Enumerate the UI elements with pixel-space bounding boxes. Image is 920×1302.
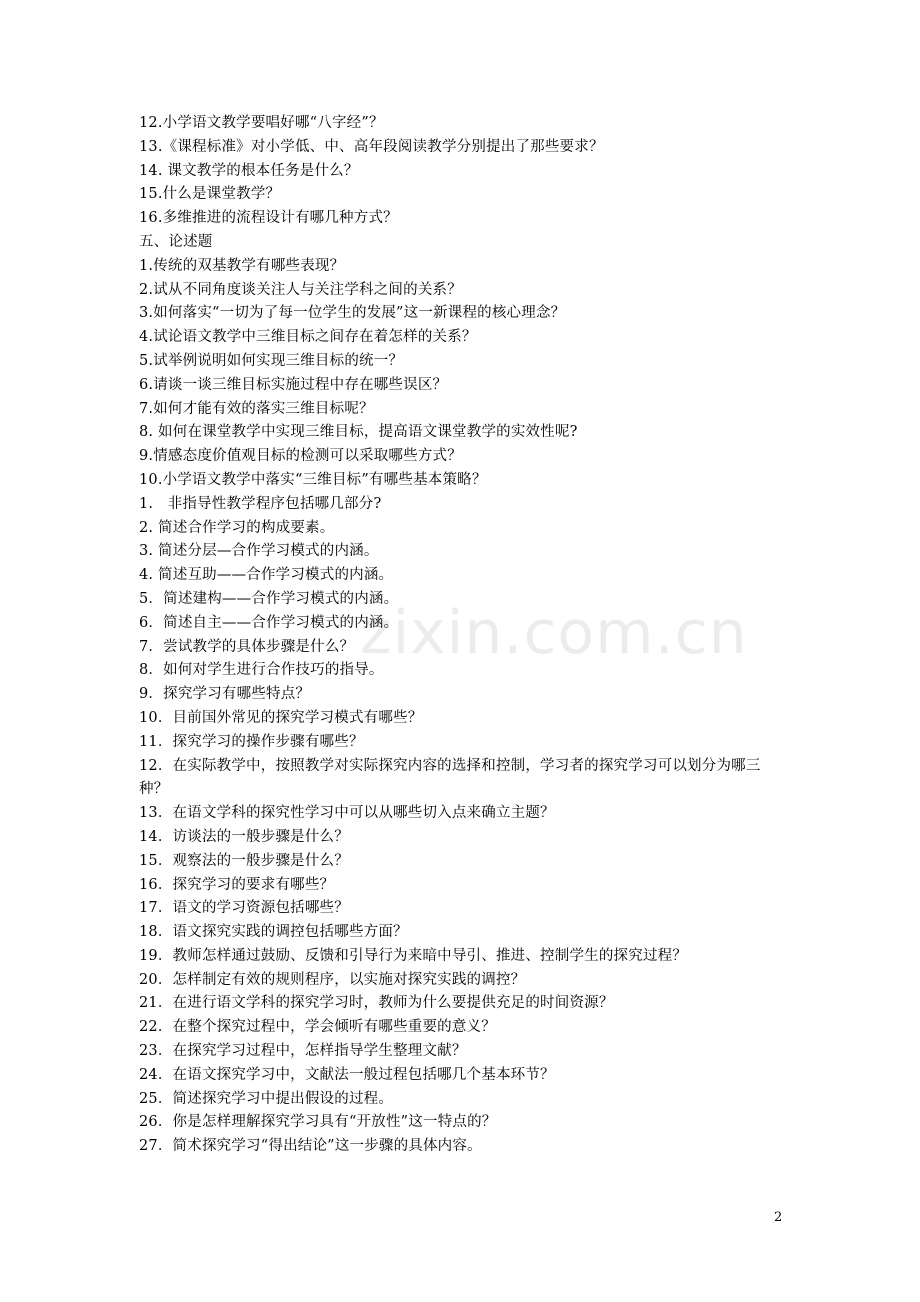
list-item: 18．语文探究实践的调控包括哪些方面？ — [139, 924, 408, 941]
page-number: 2 — [774, 1210, 783, 1225]
list-item: 14. 课文教学的根本任务是什么？ — [139, 162, 359, 179]
list-item: 15．观察法的一般步骤是什么？ — [139, 852, 349, 869]
list-item: 23．在探究学习过程中，怎样指导学生整理文献？ — [139, 1043, 467, 1060]
list-item: 13.《课程标准》对小学低、中、高年段阅读教学分别提出了那些要求？ — [139, 138, 604, 155]
watermark: zixin.com.cn — [360, 598, 748, 668]
list-item: 17．语文的学习资源包括哪些？ — [139, 900, 349, 917]
list-item: 9．探究学习有哪些特点？ — [139, 686, 311, 703]
list-item: 5．简述建构——合作学习模式的内涵。 — [139, 590, 399, 607]
list-item: 1.传统的双基教学有哪些表现？ — [139, 257, 345, 274]
list-item: 19．教师怎样通过鼓励、反馈和引导行为来暗中导引、推进、控制学生的探究过程？ — [139, 947, 688, 964]
list-item: 7．尝试教学的具体步骤是什么？ — [139, 638, 355, 655]
list-item: 3. 简述分层—合作学习模式的内涵。 — [139, 543, 379, 560]
list-item: 10．目前国外常见的探究学习模式有哪些？ — [139, 709, 423, 726]
list-item: 8. 如何在课堂教学中实现三维目标，提高语文课堂教学的实效性呢? — [139, 424, 578, 441]
list-item: 2.试从不同角度谈关注人与关注学科之间的关系？ — [139, 281, 462, 298]
list-item: 6.请谈一谈三维目标实施过程中存在哪些误区？ — [139, 376, 448, 393]
list-item: 16．探究学习的要求有哪些？ — [139, 876, 335, 893]
list-item: 9.情感态度价值观目标的检测可以采取哪些方式？ — [139, 448, 462, 465]
list-item: 10.小学语文教学中落实“三维目标”有哪些基本策略？ — [139, 471, 487, 488]
list-item: 14．访谈法的一般步骤是什么？ — [139, 828, 349, 845]
list-item: 4.试论语文教学中三维目标之间存在着怎样的关系？ — [139, 329, 477, 346]
list-item: 25．简述探究学习中提出假设的过程。 — [139, 1090, 394, 1107]
list-item: 4. 简述互助——合作学习模式的内涵。 — [139, 567, 394, 584]
list-item: 5.试举例说明如何实现三维目标的统一？ — [139, 352, 404, 369]
list-item: 12.小学语文教学要唱好哪“八字经”？ — [139, 115, 384, 131]
list-item: 16.多维推进的流程设计有哪几种方式？ — [139, 210, 398, 227]
list-item: 1. 非指导性教学程序包括哪几部分? — [139, 495, 382, 512]
list-item: 2. 简述合作学习的构成要素。 — [139, 519, 335, 536]
list-item: 21．在进行语文学科的探究学习时，教师为什么要提供充足的时间资源？ — [139, 995, 614, 1012]
list-item: 15.什么是课堂教学？ — [139, 186, 281, 203]
list-item: 22．在整个探究过程中，学会倾听有哪些重要的意义？ — [139, 1019, 496, 1036]
list-item: 3.如何落实“一切为了每一位学生的发展”这一新课程的核心理念？ — [139, 305, 566, 322]
list-item: 6．简述自主——合作学习模式的内涵。 — [139, 614, 399, 631]
list-item: 13．在语文学科的探究性学习中可以从哪些切入点来确立主题？ — [139, 805, 555, 822]
list-item: 12．在实际教学中，按照教学对实际探究内容的选择和控制，学习者的探究学习可以划分为哪三种？ — [139, 757, 761, 798]
list-item: 11．探究学习的操作步骤有哪些？ — [139, 733, 364, 750]
list-item: 8．如何对学生进行合作技巧的指导。 — [139, 662, 384, 679]
list-item: 27．简术探究学习“得出结论”这一步骤的具体内容。 — [139, 1138, 482, 1155]
list-item: 26．你是怎样理解探究学习具有“开放性”这一特点的？ — [139, 1114, 497, 1131]
section-heading: 五、论述题 — [139, 233, 213, 250]
list-item: 20．怎样制定有效的规则程序，以实施对探究实践的调控？ — [139, 971, 526, 988]
list-item: 7.如何才能有效的落实三维目标呢？ — [139, 400, 374, 417]
list-item: 24．在语文探究学习中，文献法一般过程包括哪几个基本环节？ — [139, 1066, 555, 1083]
